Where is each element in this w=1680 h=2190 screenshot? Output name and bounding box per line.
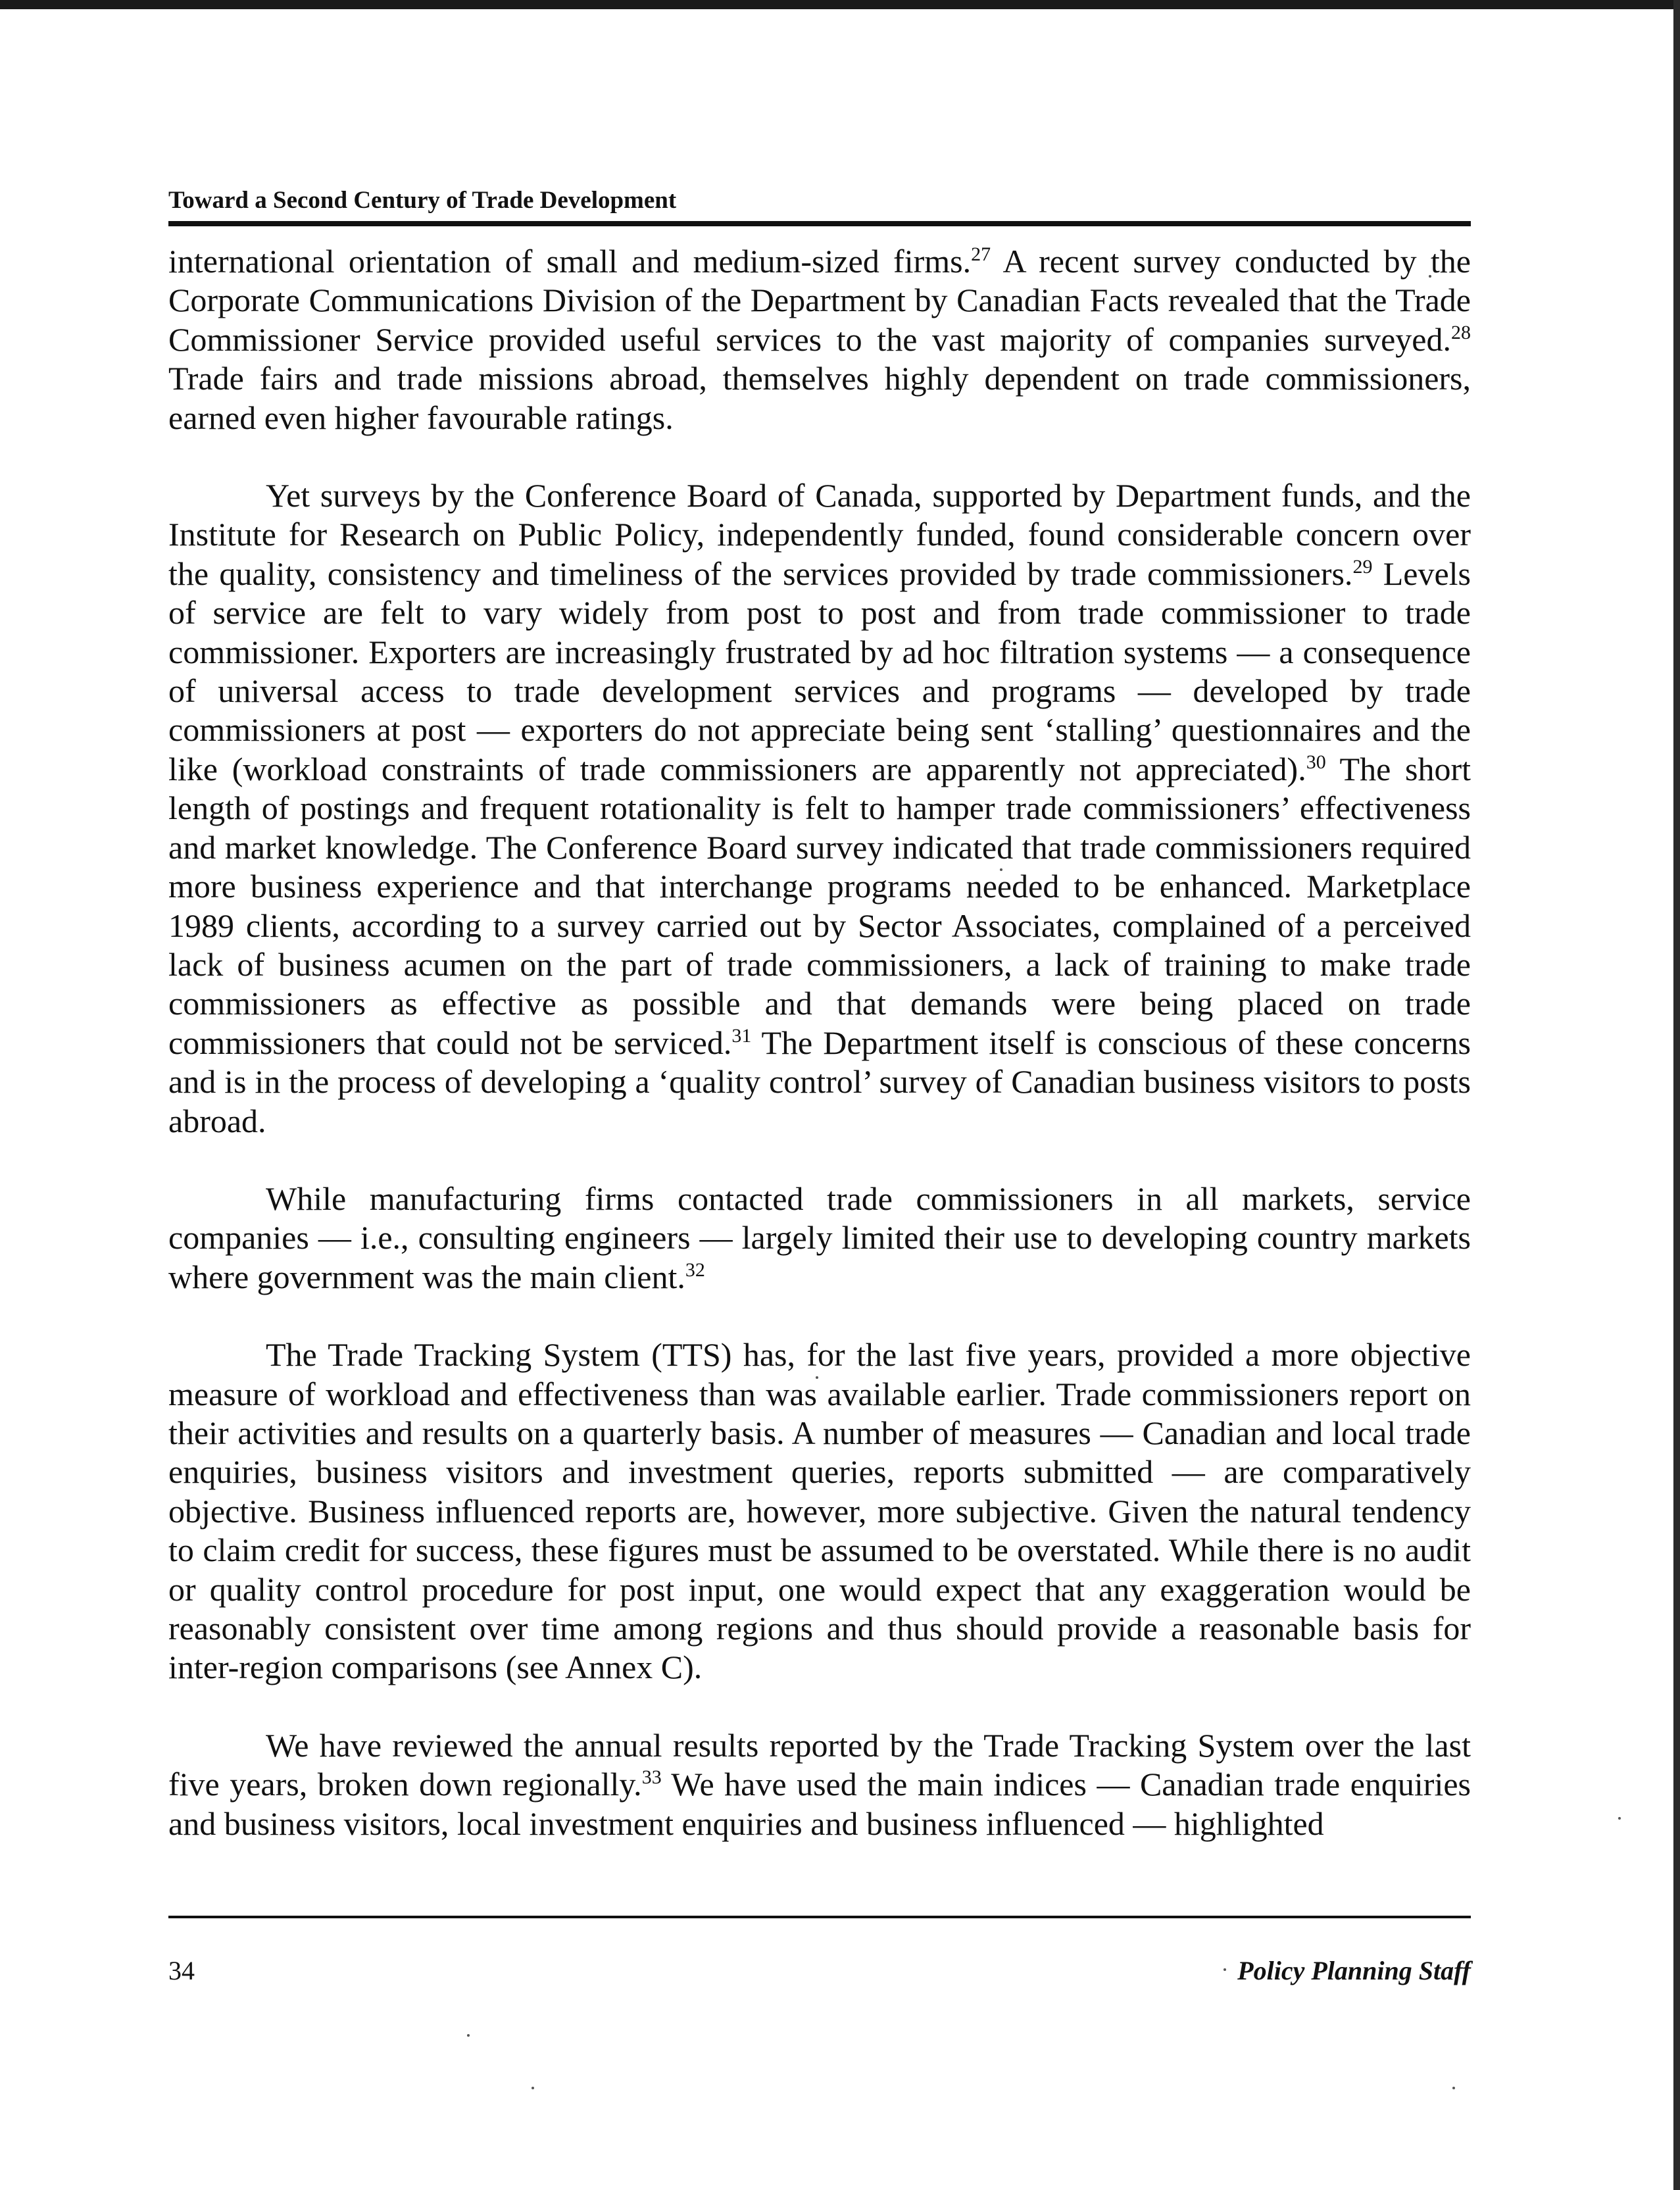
footnote-reference: 27 <box>971 243 991 265</box>
scan-speck <box>531 2087 534 2089</box>
page-number: 34 <box>168 1956 195 1985</box>
scan-edge-top <box>0 0 1680 9</box>
paragraph <box>168 242 1471 437</box>
paragraph <box>168 1335 1471 1687</box>
paragraph <box>168 1726 1471 1843</box>
scan-speck <box>467 2034 470 2037</box>
paragraph-text: A recent survey conducted by the Corporate Communications Division of the Department by Canadian Facts revealed that the Trade Commissioner Service provided useful services to the vast majority of companies surveyed. <box>168 243 1471 358</box>
footnote-reference: 32 <box>685 1258 705 1281</box>
paragraph-text: The Department itself is conscious of these concerns and is in the process of developing a ‘quality control’ survey of Canadian business visitors to posts abroad. <box>168 1024 1471 1139</box>
footer-rule <box>168 1916 1471 1918</box>
running-head: Toward a Second Century of Trade Development <box>168 187 677 214</box>
paragraph-text: Levels of service are felt to vary widely from post to post and from trade commissioner to trade commissioner. Exporters are increasingly frustrated by ad hoc filtration systems — a consequence of universal access to trade development services and programs — developed by trade commissioners at post — exporters do not appreciate being sent ‘stalling’ questionnaires and the like (workload constraints of trade commissioners are apparently not appreciated). <box>168 555 1471 787</box>
paragraph-text: international orientation of small and medium-sized firms. <box>168 243 972 280</box>
paragraph <box>168 1180 1471 1297</box>
scan-speck <box>1452 2087 1455 2089</box>
paragraph-text: While manufacturing firms contacted trade commissioners in all markets, service companies — i.e., consulting engineers — largely limited their use to developing country markets where government was the main client. <box>168 1180 1471 1295</box>
paragraph <box>168 476 1471 1141</box>
document-page <box>168 186 1471 1882</box>
paragraph-text: We have used the main indices — Canadian trade enquiries and business visitors, local investment enquiries and business influenced — highlighted <box>168 1766 1471 1842</box>
footer-row <box>168 1955 1471 1987</box>
header-rule <box>168 221 1471 226</box>
page-footer <box>168 1916 1471 1987</box>
footnote-reference: 30 <box>1306 751 1326 773</box>
publisher-name: Policy Planning Staff <box>1237 1956 1471 1985</box>
paragraph-text: The Trade Tracking System (TTS) has, for the last five years, provided a more objective measure of workload and effectiveness than was available earlier. Trade commissioners report on their activities and results on a quarterly basis. A number of measures — Canadian and local trade enquiries, business visitors and investment queries, reports submitted — are comparatively objective. Business influenced reports are, however, more subjective. Given the natural tendency to claim credit for success, these figures must be assumed to be overstated. While there is no audit or quality control procedure for post input, one would expect that any exaggeration would be reasonably consistent over time among regions and thus should provide a reasonable basis for inter-region comparisons (see Annex C). <box>168 1336 1471 1686</box>
scan-speck <box>1618 1817 1621 1820</box>
paragraph-text: We have reviewed the annual results reported by the Trade Tracking System over the last five years, broken down regionally. <box>168 1726 1471 1803</box>
scan-edge-right <box>1673 0 1680 2190</box>
paragraph-text: Yet surveys by the Conference Board of Canada, supported by Department funds, and the Institute for Research on Public Policy, independently funded, found considerable concern over the quality, consistency and timeliness of the services provided by trade commissioners. <box>168 477 1471 592</box>
paragraph-text: The short length of postings and frequent rotationality is felt to hamper trade commissioners’ effectiveness and market knowledge. The Conference Board survey indicated that trade commissioners required more business experience and that interchange programs needed to be enhanced. Marketplace 1989 clients, according to a survey carried out by Sector Associates, complained of a perceived lack of business acumen on the part of trade commissioners, a lack of training to make trade commissioners as effective as possible and that demands were being placed on trade commissioners that could not be serviced. <box>168 750 1471 1061</box>
footnote-reference: 33 <box>641 1766 662 1789</box>
paragraph-text: Trade fairs and trade missions abroad, themselves highly dependent on trade commissioners, earned even higher favourable ratings. <box>168 360 1471 436</box>
body-text <box>168 242 1471 1843</box>
footnote-reference: 29 <box>1352 555 1373 578</box>
footnote-reference: 31 <box>731 1024 752 1047</box>
footnote-reference: 28 <box>1451 321 1471 343</box>
